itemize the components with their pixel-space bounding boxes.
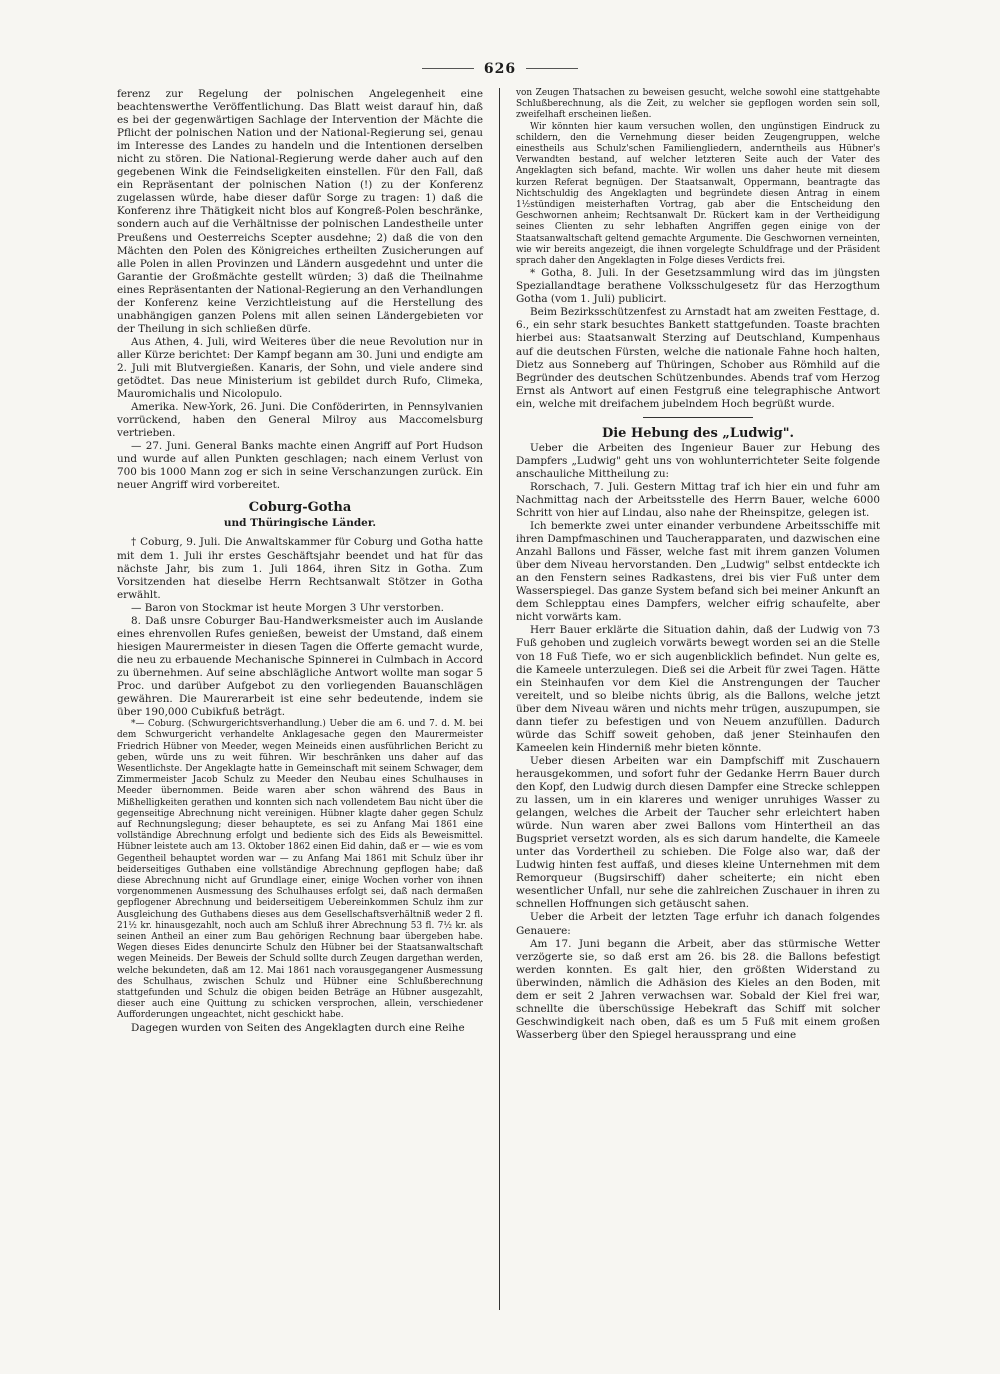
article-paragraph: Amerika. New-York, 26. Juni. Die Conföderirten, in Pennsylvanien vorrückend, haben den General Milroy aus Maccomelsburg vertrieben. [117, 401, 483, 440]
right-column [516, 88, 880, 1042]
article-paragraph: Herr Bauer erklärte die Situation dahin, daß der Ludwig von 73 Fuß gehoben und zugleich vorwärts bewegt worden sei an die Stelle von 18 Fuß Tiefe, wo er sich augenblicklich befindet. Nun gelte es, die Kameele unterzulegen. Dieß sei die Arbeit für zwei Tagen. Hätte ein Steinhaufen vor dem Kiel die Anstrengungen der Taucher vereitelt, und so bleibe nichts übrig, als die Ballons, welche jetzt über dem Niveau wären und nichts mehr trügen, auszupumpen, sie dann tiefer zu befestigen und von Neuem anzufüllen. Dadurch würde das Schiff soweit gehoben, daß jener Steinhaufen den Kameelen kein Hinderniß mehr bieten könnte. [516, 624, 880, 754]
article-paragraph: Ueber diesen Arbeiten war ein Dampfschiff mit Zuschauern herausgekommen, und sofort fuhr der Gedanke Herrn Bauer durch den Kopf, den Ludwig durch diesen Dampfer eine Strecke schleppen zu lassen, um in ein klareres und weniger unruhiges Wasser zu gelangen, welches die Arbeit der Taucher sehr erleichtert haben würde. Nun waren aber zwei Ballons vom Hintertheil an das Bugspriet versetzt worden, als es sich darum handelte, die Kameele unter das Vordertheil zu schieben. Die Folge also war, daß der Ludwig hinten fest auffaß, und dieses kleine Unternehmen mit dem Remorqueur (Bugsirschiff) daher scheiterte; ein nicht eben wesentlicher Unfall, nur sehe die zahlreichen Zuschauer in ihren zu schnellen Hoffnungen sich getäuscht sahen. [516, 754, 880, 911]
left-column [117, 88, 483, 1035]
page-header [0, 58, 1000, 77]
article-paragraph: † Coburg, 9. Juli. Die Anwaltskammer für Coburg und Gotha hatte mit dem 1. Juli ihr erstes Geschäftsjahr beendet und hat für das nächste Jahr, bis zum 1. Juli 1864, ihren Sitz in Gotha. Zum Vorsitzenden hat dieselbe Herrn Rechtsanwalt Stötzer in Gotha erwählt. [117, 536, 483, 601]
article-paragraph: Ueber die Arbeit der letzten Tage erfuhr ich danach folgendes Genauere: [516, 911, 880, 937]
court-report-paragraph: von Zeugen Thatsachen zu beweisen gesucht, welche sowohl eine stattgehabte Schlußberechnung, als die Zeit, zu welcher sie gepflogen worden sein soll, zweifelhaft erscheinen ließen. [516, 88, 880, 121]
header-rule-left [422, 68, 474, 69]
column-divider [499, 88, 500, 1310]
section-subheading: und Thüringische Länder. [223, 517, 377, 530]
article-paragraph: Am 17. Juni begann die Arbeit, aber das stürmische Wetter verzögerte sie, so daß erst am 26. bis 28. die Ballons befestigt werden konnten. Es galt hier, den größten Widerstand zu überwinden, nämlich die Adhäsion des Kieles an den Boden, mit dem er seit 2 Jahren verwachsen war. Sobald der Kiel frei war, schnellte die überschüssige Hebekraft das Schiff mit solcher Geschwindigkeit nach oben, daß es um 5 Fuß mit einem großen Wasserberg über den Spiegel heraussprang und eine [516, 937, 880, 1041]
article-paragraph: ferenz zur Regelung der polnischen Angelegenheit eine beachtenswerthe Veröffentlichung. Das Blatt weist darauf hin, daß es bei der gegenwärtigen Sachlage der Intervention der Mächte die Pflicht der polnischen Nation und der National-Regierung sei, genau im Interesse des Landes zu handeln und die Intentionen derselben nicht zu stören. Die National-Regierung werde daher auch auf den gegebenen Wink die Feindseligkeiten einstellen. Für den Fall, daß ein Repräsentant der polnischen Nation (!) zu der Konferenz zugelassen würde, habe dieser dafür Sorge zu tragen: 1) daß die Konferenz ihre Thätigkeit nicht blos auf Kongreß-Polen beschränke, sondern auch auf die Verhältnisse der polnischen Landestheile unter Preußens und Oesterreichs Scepter ausdehne; 2) daß die von den Mächten den Polen des Königreiches ertheilten Zusicherungen auf alle Polen in allen Provinzen und Ländern ausgedehnt und unter die Garantie der Großmächte gestellt würden; 3) daß die Theilnahme eines Repräsentanten der National-Regierung an den Verhandlungen der Konferenz keine Verzichtleistung auf die Herstellung des unabhängigen ganzen Polens mit allen seinen Ländergebieten vor der Theilung in sich schließen dürfe. [117, 88, 483, 335]
article-paragraph: Rorschach, 7. Juli. Gestern Mittag traf ich hier ein und fuhr am Nachmittag nach der Arbeitsstelle des Herrn Bauer, welche 6000 Schritt von hier auf Lindau, also nahe der Rheinspitze, gelegen ist. [516, 480, 880, 519]
article-paragraph: Ueber die Arbeiten des Ingenieur Bauer zur Hebung des Dampfers „Ludwig" geht uns von wohlunterrichteter Seite folgende anschauliche Mittheilung zu: [516, 441, 880, 480]
court-report-paragraph: Wir könnten hier kaum versuchen wollen, den ungünstigen Eindruck zu schildern, den die Vernehmung dieser beiden Zeugengruppen, welche einestheils aus Schulz'schen Familiengliedern, anderntheils aus Hübner's Verwandten bestand, auf welcher letzteren Seite auch der Vater des Angeklagten sich befand, machte. Wir wollen uns daher heute mit diesem kurzen Referat begnügen. Der Staatsanwalt, Oppermann, beantragte das Nichtschuldig des Angeklagten und begründete diesen Antrag in einem 1½stündigen meisterhaften Vortrag, gab aber die Entscheidung den Geschwornen anheim; Rechtsanwalt Dr. Rückert kam in der Vertheidigung seines Clienten zu sehr lebhaften Angriffen gegen einige von der Staatsanwaltschaft geltend gemachte Argumente. Die Geschwornen verneinten, wie wir bereits angezeigt, die ihnen vorgelegte Schuldfrage und der Präsident sprach daher den Angeklagten in Folge dieses Verdicts frei. [516, 121, 880, 267]
article-paragraph: Aus Athen, 4. Juli, wird Weiteres über die neue Revolution nur in aller Kürze berichtet: Der Kampf begann am 30. Juni und endigte am 2. Juli mit Blutvergießen. Kanaris, der Sohn, und viele andere sind getödtet. Das neue Ministerium ist gebildet durch Rufo, Climeka, Mauromichalis und Nicolopulo. [117, 335, 483, 401]
section-heading: Die Hebung des „Ludwig". [601, 425, 795, 441]
page-number: 626 [483, 61, 517, 77]
article-paragraph: Dagegen wurden von Seiten des Angeklagten durch eine Reihe [131, 1021, 465, 1034]
article-paragraph: Ich bemerkte zwei unter einander verbundene Arbeitsschiffe mit ihren Dampfmaschinen und Taucherapparaten, und dazwischen eine Anzahl Ballons und Fässer, welche fast mit ihrem ganzen Volumen über dem Niveau hervorstanden. Den „Ludwig" selbst entdeckte ich an den Fenstern seines Radkastens, drei bis vier Fuß unter dem Wasserspiegel. Das ganze System befand sich bei meiner Ankunft an dem Schlepptau eines Dampfers, welcher eifrig schaufelte, aber nicht vorwärts kam. [516, 520, 880, 624]
section-heading: Coburg-Gotha [248, 500, 352, 516]
article-paragraph: — 27. Juni. General Banks machte einen Angriff auf Port Hudson und wurde auf allen Punkten geschlagen; nach einem Verlust von 700 bis 1000 Mann zog er sich in seine Verschanzungen zurück. Ein neuer Angriff wird vorbereitet. [117, 440, 483, 492]
court-report-paragraph: *— Coburg. (Schwurgerichtsverhandlung.) Ueber die am 6. und 7. d. M. bei dem Schwurgericht verhandelte Anklagesache gegen den Maurermeister Friedrich Hübner von Meeder, wegen Meineids einen ausführlichen Bericht zu geben, würde uns zu weit führen. Wir beschränken uns daher auf das Wesentlichste. Der Angeklagte hatte in Gemeinschaft mit seinem Schwager, dem Zimmermeister Jacob Schulz zu Meeder den Neubau eines Schulhauses in Meeder übernommen. Beide waren aber schon während des Baus in Mißhelligkeiten gerathen und konnten sich nach vollendetem Bau nicht über die gegenseitige Abrechnung nicht vereinigen. Hübner klagte daher gegen Schulz auf Rechnungslegung; dieser behauptete, es sei zu Anfang Mai 1861 eine vollständige Abrechnung erfolgt und bediente sich des Eids als Beweismittel. Hübner leistete auch am 13. Oktober 1862 einen Eid dahin, daß er — wie es vom Gegentheil behauptet worden war — zu Anfang Mai 1861 mit Schulz über ihr beiderseitiges Guthaben eine vollständige Abrechnung gepflogen habe; daß diese Abrechnung nicht auf Grundlage einer, einige Wochen vorher von ihnen vorgenommenen Ausmessung des Schulhauses erfolgt sei, daß nach dermaßen gepflogener Abrechnung und beiderseitigem Uebereinkommen Schulz ihm zur Ausgleichung des Guthabens dieses aus dem Gesellschaftsverhältniß weder 2 fl. 21½ kr. hinausgezahlt, noch auch am Schluß ihrer Abrechnung 53 fl. 7½ kr. als seinen Antheil an einer zum Bau gehörigen Rechnung baar übergeben habe. Wegen dieses Eides denuncirte Schulz den Hübner bei der Staatsanwaltschaft wegen Meineids. Der Beweis der Schuld sollte durch Zeugen dargethan werden, welche bekundeten, daß am 12. Mai 1861 nach vorausgegangener Ausmessung des Schulhaus, zwischen Schulz und Hübner eine Schlußberechnung stattgefunden und Schulz die obigen beiden Beträge an Hübner ausgezahlt, dieser auch eine Quittung zu schicken versprochen, allein, verschiedener Aufforderungen ungeachtet, nicht geschickt habe. [117, 719, 483, 1021]
article-paragraph: * Gotha, 8. Juli. In der Gesetzsammlung wird das im jüngsten Speziallandtage berathene Volksschulgesetz für das Herzogthum Gotha (vom 1. Juli) publicirt. [516, 267, 880, 306]
article-paragraph: — Baron von Stockmar ist heute Morgen 3 Uhr verstorben. [131, 601, 444, 614]
article-paragraph: 8. Daß unsre Coburger Bau-Handwerksmeister auch im Auslande eines ehrenvollen Rufes genießen, beweist der Umstand, daß einem hiesigen Maurermeister in diesen Tagen die Offerte gemacht wurde, die neu zu erbauende Mechanische Spinnerei in Culmbach in Accord zu übernehmen. Auf seine abschlägliche Antwort wollte man sogar 5 Proc. und darüber Aufgebot zu den vorliegenden Bauanschlägen gewähren. Die Maurerarbeit ist eine sehr bedeutende, indem sie über 190,000 Cubikfuß beträgt. [117, 614, 483, 719]
article-paragraph: Beim Bezirksschützenfest zu Arnstadt hat am zweiten Festtage, d. 6., ein sehr stark besuchtes Bankett stattgefunden. Toaste brachten hierbei aus: Staatsanwalt Sterzing auf Deutschland, Kumpenhaus auf die deutschen Fürsten, welche die nationale Fahne hoch halten, Dietz aus Sonneberg auf Thüringen, Schober aus Römhild auf die Begründer des deutschen Schützenbundes. Abends traf vom Herzog Ernst als Antwort auf einen Festgruß eine telegraphische Antwort ein, welche mit dreifachem jubelndem Hoch begrüßt wurde. [516, 306, 880, 410]
section-rule [643, 417, 753, 418]
header-rule-right [526, 68, 578, 69]
